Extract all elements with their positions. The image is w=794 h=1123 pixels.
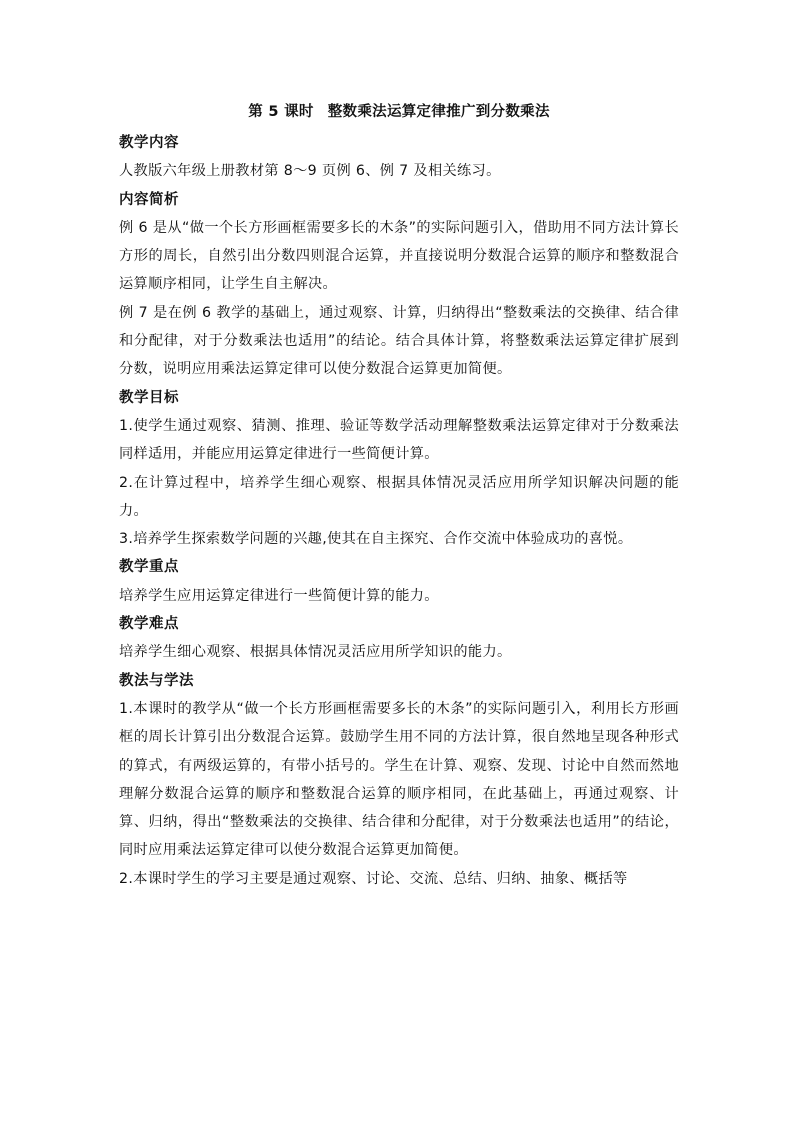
paragraph: 培养学生应用运算定律进行一些简便计算的能力。 [119, 587, 439, 604]
section-heading-content-analysis: 内容简析 [119, 191, 179, 208]
paragraph: 例 6 是从“做一个长方形画框需要多长的木条”的实际问题引入，借助用不同方法计算长方形的周长，自然引出分数四则混合运算，并直接说明分数混合运算的顺序和整数混合运算顺序相同，让学生自主解决。 [119, 219, 679, 293]
paragraph: 1.本课时的教学从“做一个长方形画框需要多长的木条”的实际问题引入，利用长方形画框的周长计算引出分数混合运算。鼓励学生用不同的方法计算，很自然地呈现各种形式的算式，有两级运算的，有带小括号的。学生在计算、观察、发现、讨论中自然而然地理解分数混合运算的顺序和整数混合运算的顺序相同，在此基础上，再通过观察、计算、归纳，得出“整数乘法的交换律、结合律和分配律，对于分数乘法也适用”的结论，同时应用乘法运算定律可以使分数混合运算更加简便。 [119, 700, 679, 859]
section-heading-teaching-goals: 教学目标 [119, 389, 179, 406]
document-body [119, 99, 679, 893]
paragraph: 1.使学生通过观察、猜测、推理、验证等数学活动理解整数乘法运算定律对于分数乘法同样适用，并能应用运算定律进行一些简便计算。 [119, 417, 679, 463]
section-heading-key-points: 教学重点 [119, 559, 179, 576]
paragraph: 人教版六年级上册教材第 8～9 页例 6、例 7 及相关练习。 [119, 163, 501, 180]
section-heading-difficulties: 教学难点 [119, 616, 179, 633]
paragraph: 2.在计算过程中，培养学生细心观察、根据具体情况灵活应用所学知识解决问题的能力。 [119, 474, 679, 519]
paragraph: 培养学生细心观察、根据具体情况灵活应用所学知识的能力。 [119, 644, 512, 661]
title-topic: 整数乘法运算定律推广到分数乘法 [327, 104, 550, 120]
paragraph: 例 7 是在例 6 教学的基础上，通过观察、计算，归纳得出“整数乘法的交换律、结合律和分配律，对于分数乘法也适用”的结论。结合具体计算，将整数乘法运算定律扩展到分数，说明应用乘法运算定律可以使分数混合运算更加简便。 [119, 304, 679, 378]
section-heading-methods: 教法与学法 [119, 672, 194, 689]
paragraph: 3.培养学生探索数学问题的兴趣,使其在自主探究、合作交流中体验成功的喜悦。 [119, 531, 633, 548]
title-lesson: 第 5 课时 [248, 104, 314, 120]
section-heading-teaching-content: 教学内容 [119, 135, 179, 151]
document-title [119, 99, 679, 125]
paragraph: 2.本课时学生的学习主要是通过观察、讨论、交流、总结、归纳、抽象、概括等 [119, 870, 628, 887]
